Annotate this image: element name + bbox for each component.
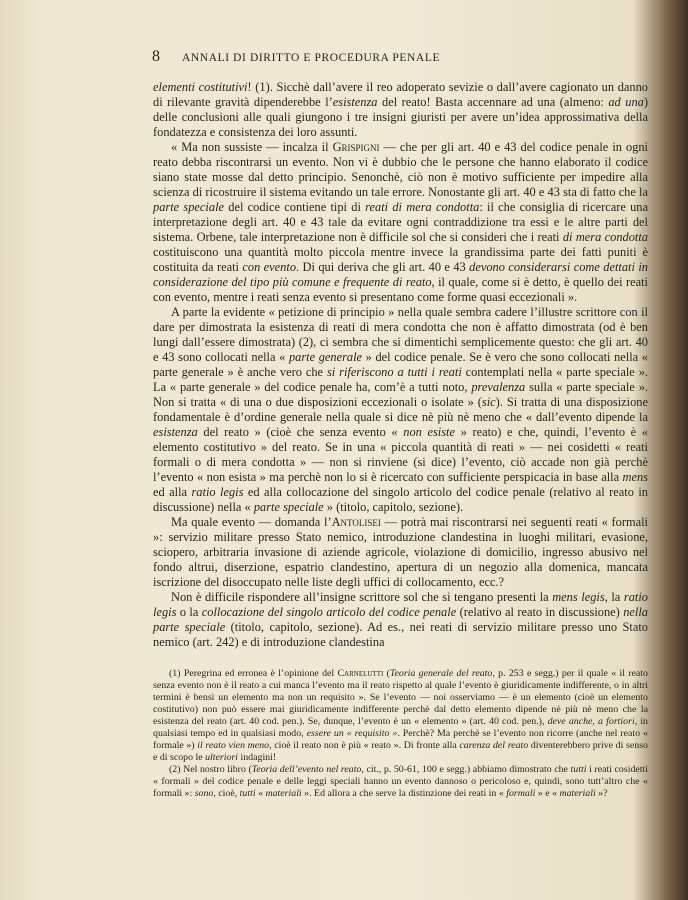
paragraph (153, 515, 648, 590)
italic-text: elementi costitutivi (153, 80, 248, 94)
italic-text: devono considerarsi come dettati in considerazione del tipo più comune e frequente di reato (153, 260, 648, 289)
text-run: — che per gli art. 40 e 43 del codice penale in ogni reato debba riscontrarsi un evento. Non vi è dubbio che le persone che hanno elaborato il codice siano state mosse dal detto principio. Senonchè, ciò non è motivo sufficiente per impedire alla scienza di ricostruire il sistema evitando un tale errore. Nonostante gli art. 40 e 43 sta di fatto che la (153, 140, 648, 199)
page-number: 8 (152, 48, 161, 65)
text-run: »? (595, 788, 608, 799)
text-run: ( (383, 668, 390, 679)
text-run: « (255, 788, 266, 799)
text-run: Ma quale evento — domanda l’ (171, 515, 332, 529)
text-run: ) delle conclusioni alle quali giungono i tre insigni giuristi per avere un’idea approssimativa della fondatezza e consistenza dei loro assunti. (153, 95, 648, 139)
italic-text: reati di mera condotta (365, 200, 480, 214)
text-run: » del codice penale. Se è vero che sono collocati nella « parte generale » è anche vero che (153, 350, 648, 379)
text-run: — potrà mai riscontrarsi nei seguenti reati « formali »: servizio militare presso Stato nemico, introduzione clandestina in luoghi militari, evasione, sciopero, arbitraria invasione di aziende agricole, violazione di domicilio, ingresso abusivo nel fondo altrui, diserzione, espatrio clandestino, apertura di un negozio alla domenica, mancata iscrizione del disoccupato nelle liste degli uffici di collocamento, ecc.? (153, 515, 648, 589)
italic-text: non esiste (403, 425, 455, 439)
paragraph (153, 305, 648, 515)
text-run: ! (1). Sicchè dall’avere il reo adoperato sevizie o dall’avere cagionato un danno di rilevante gravità dipenderebbe l’ (153, 80, 648, 109)
text-run: ». Ed allora a che serve la distinzione dei reati in « (301, 788, 507, 799)
italic-text: nella parte speciale (153, 605, 648, 634)
italic-text: materiali (265, 788, 302, 799)
footnote (153, 668, 648, 764)
footnotes (153, 668, 648, 800)
italic-text: di mera condotta (562, 230, 648, 244)
text-run: (1) Peregrina ed erronea è l’opinione del (169, 668, 338, 679)
italic-text: collocazione del singolo articolo del codice penale (201, 605, 457, 619)
italic-text: essere un « requisito » (306, 728, 398, 739)
text-run: del reato! Basta accennare ad una (almeno: (377, 95, 609, 109)
italic-text: parte generale (288, 350, 363, 364)
body-text (153, 80, 648, 650)
italic-text: Teoria dell’evento nel reato (251, 764, 362, 775)
italic-text: mens legis (552, 590, 605, 604)
text-run: ). Si tratta di una disposizione fondamentale è d’ordine generale nella quale si dice nè più nè meno che « dall’evento dipende la (153, 395, 648, 424)
italic-text: materiali (559, 788, 596, 799)
text-run: » reato) e che, quindi, l’evento è « elemento costitutivo » del reato. Se in una « piccola quantità di reati » — nei cosidetti « reati formali o di mera condotta » — non si rinviene (si dice) l’evento, ciò accade non già perchè l’evento « non esista » ma perchè non lo si è ricercato con sufficiente perspicacia in base alla (153, 425, 648, 484)
text-run: » e « (535, 788, 560, 799)
text-run: , il quale, come si è detto, è quello dei reati con evento, mentre i reati senza evento si presentano come forme quasi eccezionali ». (153, 275, 648, 304)
italic-text: prevalenza (471, 380, 526, 394)
italic-text: il reato vien meno (197, 740, 270, 751)
italic-text: esistenza (332, 95, 378, 109)
text-run: Non è difficile rispondere all’insigne scrittore sol che si tengano presenti la (171, 590, 553, 604)
text-run: , la (604, 590, 624, 604)
text-run: del codice contiene tipi di (224, 200, 366, 214)
text-run: ed alla (153, 485, 192, 499)
author-name: Carnelutti (337, 668, 384, 679)
text-run: , cioè il reato non è più « reato ». Di fronte alla (269, 740, 460, 751)
italic-text: deve anche, a fortiori (547, 716, 635, 727)
italic-text: mens (622, 470, 648, 484)
italic-text: parte speciale (153, 200, 225, 214)
italic-text: tutti (239, 788, 256, 799)
text-run: (relativo al reato in discussione) (456, 605, 624, 619)
text-run: , cioè, (213, 788, 240, 799)
text-run: costituiscono una quantità molto piccola mentre invece la grandissima parte dei fatti puniti è costituita da reati (153, 245, 648, 274)
italic-text: sic (481, 395, 496, 409)
author-name: Grispigni (332, 140, 380, 154)
text-run: . Perchè? Ma perchè se l’evento non ricorre (anche nel reato « formale ») (153, 728, 649, 751)
italic-text: formali (506, 788, 536, 799)
italic-text: parte speciale (253, 500, 324, 514)
paragraph (153, 80, 648, 140)
footnote (153, 764, 648, 800)
text-run: contemplati nella « parte speciale ». La « parte generale » del codice penale ha, com’è a tutti noto, (153, 365, 649, 394)
italic-text: con evento (242, 260, 297, 274)
italic-text: ratio legis (191, 485, 244, 499)
text-run: : il che consiglia di ricercare una interpretazione degli art. 40 e 43 tale da evitare ogni contraddizione tra essi e le altre parti del sistema. Orbene, tale interpretazione non è difficile sol che si consideri che i reati (153, 200, 648, 244)
italic-text: si riferiscono a tutti i reati (326, 365, 462, 379)
text-run: , cit., p. 50-61, 100 e segg.) abbiamo dimostrato che (361, 764, 571, 775)
text-run: (titolo, capitolo, sezione). Ad es., nei reati di servizio militare presso uno Stato nemico (art. 242) e di introduzione clandestina (153, 620, 648, 649)
italic-text: ad una (608, 95, 644, 109)
italic-text: esistenza (153, 425, 198, 439)
text-run: , in qualsiasi tempo ed in qualsiasi modo, (153, 716, 648, 739)
italic-text: ulteriori (205, 752, 239, 763)
text-run: A parte la evidente « petizione di principio » nella quale sembra cadere l’illustre scrittore con il dare per dimostrata la esistenza di reati di mera condotta che non è affatto dimostrata (od è ben lungi dall’essere dimostrata) (2), ci sembra che si dimentichi semplicemente questo: che gli art. 40 e 43 sono collocati nella « (153, 305, 648, 364)
text-run: o la (176, 605, 202, 619)
italic-text: carenza del reato (459, 740, 529, 751)
text-run: (2) Nel nostro libro ( (169, 764, 252, 775)
italic-text: tutti (570, 764, 587, 775)
running-title: ANNALI DI DIRITTO E PROCEDURA PENALE (182, 52, 441, 64)
text-run: , p. 253 e segg.) per il quale « il reato senza evento non è il reato a cui manca l’evento ma il reato rispetto al quale l’evento è giuridicamente indifferente, o in altri termini è bensì un elemento ma non un requisito ». Se l’evento — noi osserviamo — è un elemento (cioè un elemento costitutivo) non può essere mai giuridicamente indifferente perchè dal detto elemento dipende nè più nè meno che la esistenza del reato (art. 40 cod. pen.). Se, dunque, l’evento è un « elemento » (art. 40 cod. pen.), (153, 668, 648, 727)
text-run: sulla « parte speciale ». Non si tratta « di una o due disposizioni eccezionali o isolate » ( (153, 380, 648, 409)
text-run: del reato » (cioè che senza evento « (197, 425, 404, 439)
text-run: » (titolo, capitolo, sezione). (323, 500, 464, 514)
text-run: indagini! (238, 752, 277, 763)
italic-text: ratio legis (153, 590, 648, 619)
text-run: i reati cosidetti « formali » del codice penale e delle leggi speciali hanno un evento dannoso o pericoloso e, quindi, sono tutt’altro che « formali »: (153, 764, 648, 799)
text-run: . Di qui deriva che gli art. 40 e 43 (296, 260, 470, 274)
text-run: diventerebbero prive di senso e di scopo le (153, 740, 648, 763)
text-run: ed alla collocazione del singolo articolo del codice penale (relativo al reato in discussione) nella « (153, 485, 648, 514)
text-run: « Ma non sussiste — incalza il (171, 140, 333, 154)
paragraph (153, 140, 648, 305)
italic-text: sono (194, 788, 214, 799)
paragraph (153, 590, 648, 650)
author-name: Antolisei (331, 515, 381, 529)
italic-text: Teoria generale del reato (389, 668, 493, 679)
